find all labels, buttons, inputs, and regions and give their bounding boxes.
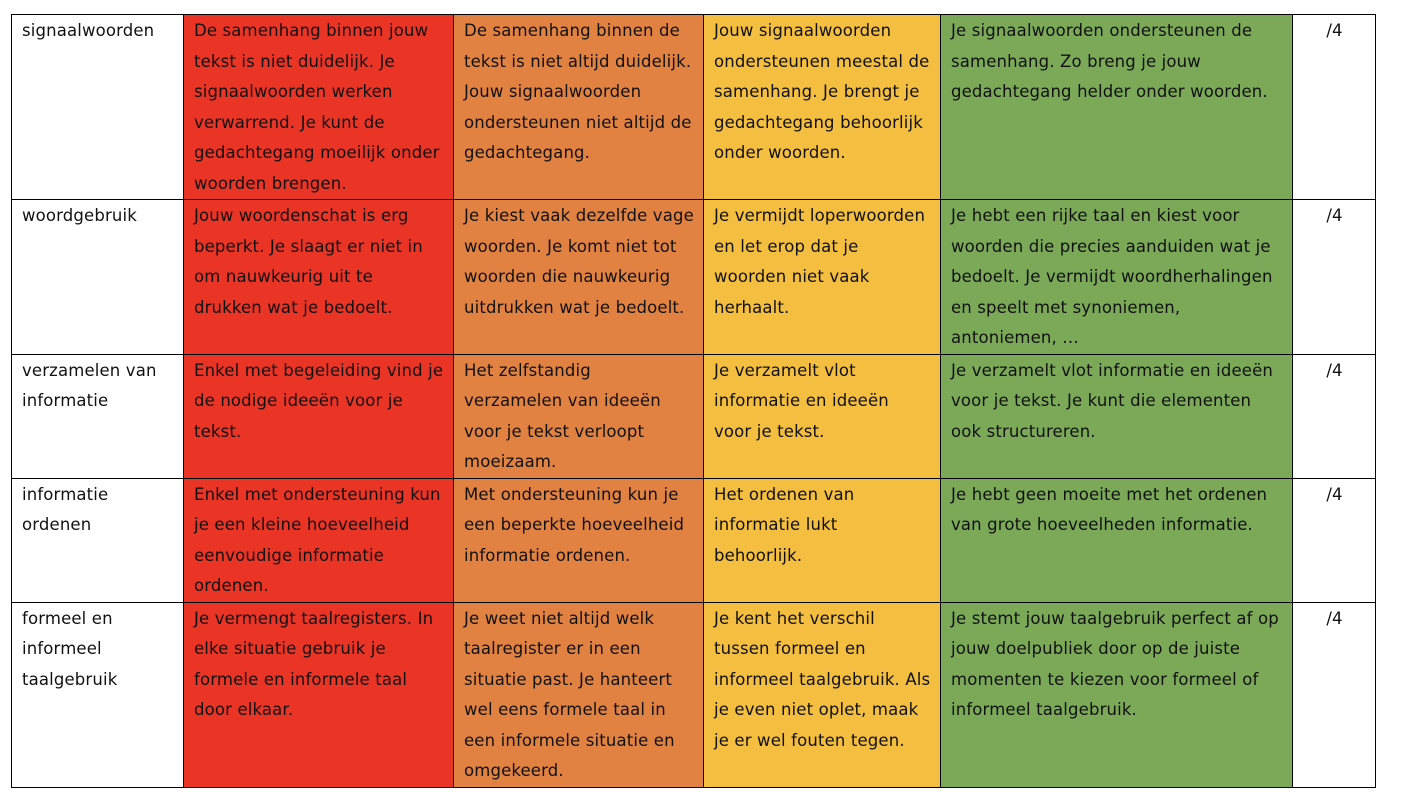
- rubric-row-informatie-ordenen: [12, 478, 1376, 602]
- level-3-cell: Jouw signaalwoorden ondersteunen meestal de samenhang. Je brengt je gedachtegang behoorlijk onder woorden.: [704, 15, 941, 200]
- level-2-cell: De samenhang binnen de tekst is niet altijd duidelijk. Jouw signaalwoorden ondersteunen niet altijd de gedachtegang.: [454, 15, 704, 200]
- level-4-cell: Je stemt jouw taalgebruik perfect af op jouw doelpubliek door op de juiste momenten te kiezen voor formeel of informeel taalgebruik.: [941, 602, 1293, 787]
- score-cell: /4: [1293, 354, 1376, 478]
- level-2-cell: Met ondersteuning kun je een beperkte hoeveelheid informatie ordenen.: [454, 478, 704, 602]
- criterion-cell: woordgebruik: [12, 200, 184, 355]
- criterion-cell: signaalwoorden: [12, 15, 184, 200]
- rubric-row-signaalwoorden: [12, 15, 1376, 200]
- score-cell: /4: [1293, 478, 1376, 602]
- level-4-cell: Je verzamelt vlot informatie en ideeën voor je tekst. Je kunt die elementen ook structureren.: [941, 354, 1293, 478]
- level-1-cell: Je vermengt taalregisters. In elke situatie gebruik je formele en informele taal door elkaar.: [184, 602, 454, 787]
- rubric-table: [11, 14, 1376, 788]
- score-cell: /4: [1293, 200, 1376, 355]
- level-3-cell: Het ordenen van informatie lukt behoorlijk.: [704, 478, 941, 602]
- level-3-cell: Je verzamelt vlot informatie en ideeën voor je tekst.: [704, 354, 941, 478]
- level-1-cell: De samenhang binnen jouw tekst is niet duidelijk. Je signaalwoorden werken verwarrend. Je kunt de gedachtegang moeilijk onder woorden brengen.: [184, 15, 454, 200]
- criterion-cell: formeel en informeel taalgebruik: [12, 602, 184, 787]
- rubric-row-formeel-en-informeel-taalgebruik: [12, 602, 1376, 787]
- level-2-cell: Het zelfstandig verzamelen van ideeën voor je tekst verloopt moeizaam.: [454, 354, 704, 478]
- level-2-cell: Je kiest vaak dezelfde vage woorden. Je komt niet tot woorden die nauwkeurig uitdrukken wat je bedoelt.: [454, 200, 704, 355]
- rubric-row-woordgebruik: [12, 200, 1376, 355]
- level-1-cell: Enkel met begeleiding vind je de nodige ideeën voor je tekst.: [184, 354, 454, 478]
- rubric-row-verzamelen-van-informatie: [12, 354, 1376, 478]
- level-1-cell: Enkel met ondersteuning kun je een kleine hoeveelheid eenvoudige informatie ordenen.: [184, 478, 454, 602]
- level-3-cell: Je kent het verschil tussen formeel en informeel taalgebruik. Als je even niet oplet, maak je er wel fouten tegen.: [704, 602, 941, 787]
- score-cell: /4: [1293, 602, 1376, 787]
- level-4-cell: Je signaalwoorden ondersteunen de samenhang. Zo breng je jouw gedachtegang helder onder woorden.: [941, 15, 1293, 200]
- level-4-cell: Je hebt geen moeite met het ordenen van grote hoeveelheden informatie.: [941, 478, 1293, 602]
- level-2-cell: Je weet niet altijd welk taalregister er in een situatie past. Je hanteert wel eens formele taal in een informele situatie en omgekeerd.: [454, 602, 704, 787]
- level-1-cell: Jouw woordenschat is erg beperkt. Je slaagt er niet in om nauwkeurig uit te drukken wat je bedoelt.: [184, 200, 454, 355]
- level-3-cell: Je vermijdt loperwoorden en let erop dat je woorden niet vaak herhaalt.: [704, 200, 941, 355]
- criterion-cell: informatie ordenen: [12, 478, 184, 602]
- score-cell: /4: [1293, 15, 1376, 200]
- criterion-cell: verzamelen van informatie: [12, 354, 184, 478]
- level-4-cell: Je hebt een rijke taal en kiest voor woorden die precies aanduiden wat je bedoelt. Je vermijdt woordherhalingen en speelt met synoniemen, antoniemen, …: [941, 200, 1293, 355]
